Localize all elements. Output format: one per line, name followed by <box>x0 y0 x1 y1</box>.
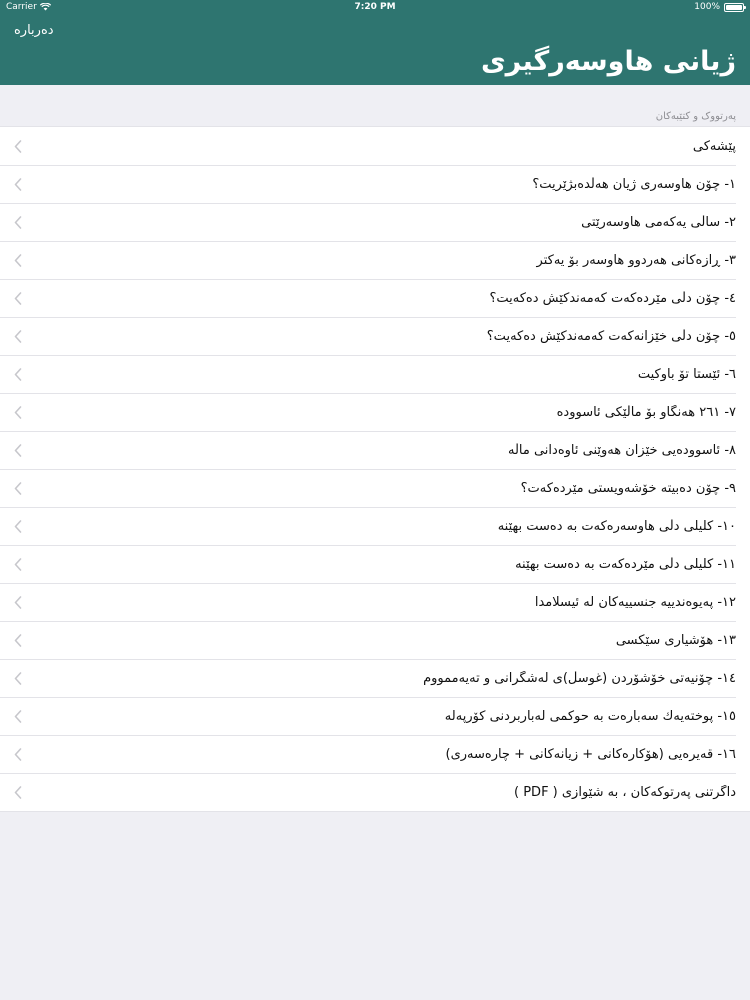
chevron-left-icon <box>0 444 36 457</box>
page-title: ژیانی هاوسەرگیری <box>480 46 736 77</box>
chevron-left-icon <box>0 254 36 267</box>
list-item-label: ١٦- قەیرەیی (هۆکارەکانی + زیانەکانی + چارەسەری) <box>445 746 736 762</box>
list-item[interactable] <box>0 545 750 583</box>
list-item-label: ١٣- هۆشیاری سێکسی <box>615 632 736 648</box>
list-item[interactable] <box>0 279 750 317</box>
chevron-left-icon <box>0 482 36 495</box>
battery-icon <box>724 3 744 12</box>
chevron-left-icon <box>0 216 36 229</box>
section-header <box>0 85 750 126</box>
list-item-label: ٨- ئاسوودەیی خێزان هەوێنی ئاوەدانی ماڵە <box>507 442 736 458</box>
chapter-list <box>0 126 750 812</box>
list-item-label: ١١- کلیلی دڵی مێردەکەت بە دەست بهێنە <box>515 556 736 572</box>
chevron-left-icon <box>0 292 36 305</box>
battery-fill <box>726 5 742 10</box>
carrier-label: Carrier <box>6 2 37 12</box>
list-item-label: ١٠- کلیلی دڵی هاوسەرەکەت بە دەست بهێنە <box>497 518 736 534</box>
status-bar <box>0 0 750 14</box>
list-item[interactable] <box>0 659 750 697</box>
chevron-left-icon <box>0 558 36 571</box>
list-item-label: ١٥- پوختەیەك سەبارەت بە حوكمی لەباربردنی كۆرپەلە <box>444 708 736 724</box>
list-item[interactable] <box>0 697 750 735</box>
list-item-label: ٤- چۆن دڵی مێردەکەت کەمەندکێش دەکەیت؟ <box>489 290 736 306</box>
list-item-label: ١٤- چۆنیەتی خۆشۆردن (غوسڵ)ی لەشگرانی و تەیەممووم <box>423 670 736 686</box>
chevron-left-icon <box>0 786 36 799</box>
list-item-label: ٩- چۆن دەبیتە خۆشەویستی مێردەکەت؟ <box>520 480 736 496</box>
chevron-left-icon <box>0 748 36 761</box>
chevron-left-icon <box>0 330 36 343</box>
chevron-left-icon <box>0 710 36 723</box>
chevron-left-icon <box>0 634 36 647</box>
list-item[interactable] <box>0 621 750 659</box>
list-item-label: ٣- ڕازەکانی هەردوو هاوسەر بۆ یەکتر <box>536 252 736 268</box>
about-button[interactable]: دەربارە <box>14 23 54 38</box>
list-item[interactable] <box>0 393 750 431</box>
status-battery-group <box>694 2 744 12</box>
navigation-bar <box>0 0 750 85</box>
list-item-label: ٥- چۆن دڵی خێزانەکەت کەمەندکێش دەکەیت؟ <box>486 328 736 344</box>
chevron-left-icon <box>0 368 36 381</box>
status-time: 7:20 PM <box>354 2 396 12</box>
list-item[interactable] <box>0 469 750 507</box>
list-item[interactable] <box>0 431 750 469</box>
battery-percent: 100% <box>694 2 720 12</box>
list-item-label: ١٢- پەیوەندییە جنسییەکان لە ئیسلامدا <box>534 594 736 610</box>
chevron-left-icon <box>0 140 36 153</box>
list-item-label: ٧- ٢٦١ هەنگاو بۆ ماڵێکی ئاسوودە <box>556 404 736 420</box>
list-item-label: ٢- ساڵی یەکەمی هاوسەرێتی <box>581 214 736 230</box>
list-item[interactable] <box>0 241 750 279</box>
list-item-label: ١- چۆن هاوسەری ژیان هەڵدەبژێریت؟ <box>532 176 736 192</box>
list-item[interactable] <box>0 507 750 545</box>
list-item[interactable] <box>0 355 750 393</box>
chevron-left-icon <box>0 596 36 609</box>
list-item-label: داگرتنی پەرتوکەکان ، بە شێوازی ( PDF ) <box>514 784 736 800</box>
list-item[interactable] <box>0 735 750 773</box>
list-item-label: ٦- ئێستا تۆ باوکیت <box>637 366 736 382</box>
section-header-label: پەرتووک و کتێبەکان <box>655 111 736 122</box>
list-item[interactable] <box>0 165 750 203</box>
chevron-left-icon <box>0 520 36 533</box>
list-item[interactable] <box>0 773 750 811</box>
list-item[interactable] <box>0 583 750 621</box>
chevron-left-icon <box>0 406 36 419</box>
list-item[interactable] <box>0 127 750 165</box>
list-item[interactable] <box>0 317 750 355</box>
chevron-left-icon <box>0 672 36 685</box>
chevron-left-icon <box>0 178 36 191</box>
list-item-label: پێشەکی <box>692 138 736 154</box>
list-item[interactable] <box>0 203 750 241</box>
